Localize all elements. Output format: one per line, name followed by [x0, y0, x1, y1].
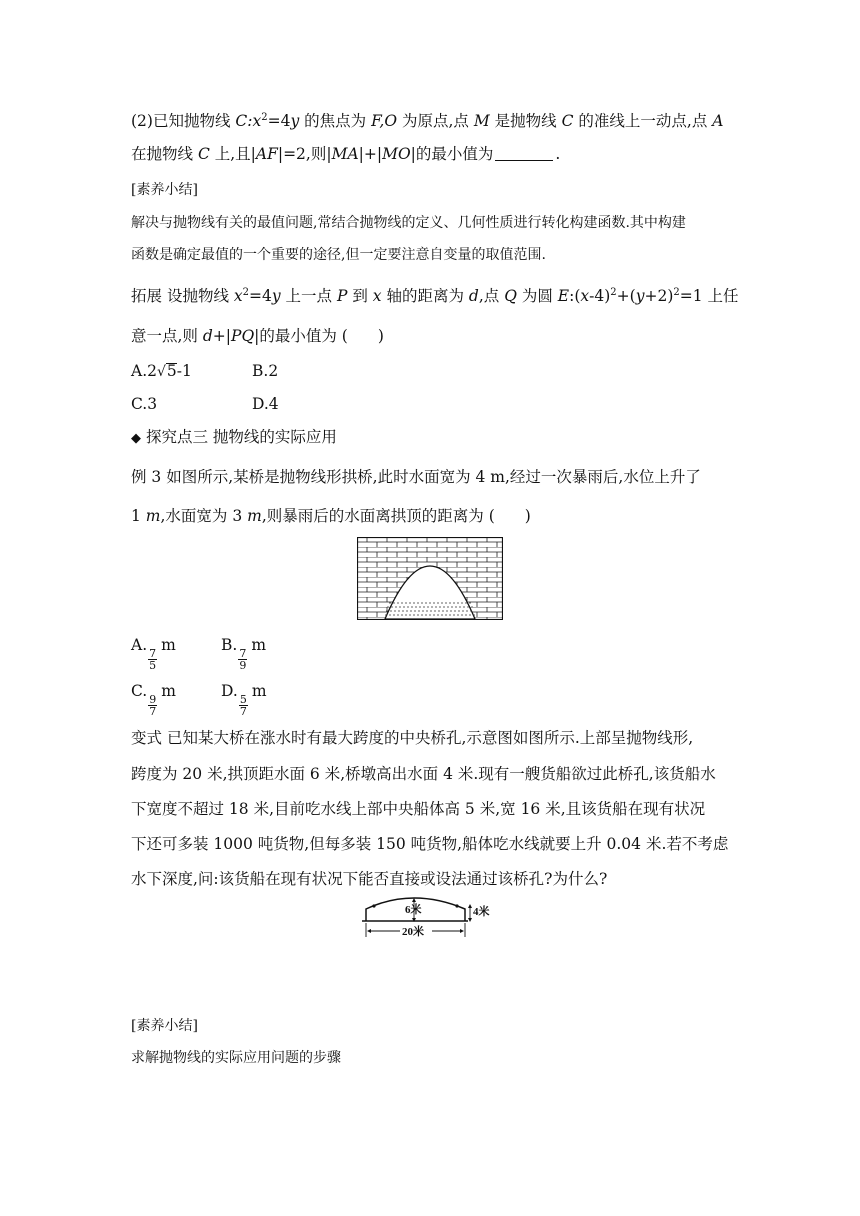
extension-line1: 拓展 设抛物线 $x^2=4y$ 上一点 P 到 x 轴的距离为 d,点 Q 为圆 $E:(x-4)^2+(y+2)^2=1$ 上任 [131, 287, 739, 305]
variant-line4: 下还可多装 1000 吨货物,但每多装 150 吨货物,船体吃水线就要上升 0.04 米.若不考虑 [131, 835, 729, 853]
extension-option-b[interactable]: B.2 [252, 362, 279, 380]
summary2-title: [素养小结] [131, 1018, 198, 1034]
variant-line2: 跨度为 20 米,拱顶距水面 6 米,桥墩高出水面 4 米.现有一艘货船欲过此桥孔,该货船水 [131, 765, 716, 783]
summary-text-line1: 解决与抛物线有关的最值问题,常结合抛物线的定义、几何性质进行转化构建函数.其中构建 [131, 215, 686, 231]
span-label: 20米 [402, 926, 424, 938]
example3-option-b[interactable]: B. $\frac{7}{9}$ m [221, 636, 267, 672]
extension-label: 拓展 [131, 287, 163, 305]
pier-label: 4米 [473, 906, 490, 918]
example3-option-a[interactable]: A. $\frac{7}{5}$ m [131, 636, 176, 672]
answer-blank [495, 146, 553, 161]
section-heading: ◆ 探究点三 抛物线的实际应用 [131, 428, 337, 446]
summary-title: [素养小结] [131, 182, 198, 198]
example3-option-d[interactable]: D. $\frac{5}{7}$ m [221, 682, 267, 718]
variant-line1: 变式 已知某大桥在涨水时有最大跨度的中央桥孔,示意图如图所示.上部呈抛物线形, [131, 729, 694, 747]
arch-bridge-figure [357, 537, 503, 620]
extension-option-c[interactable]: C.3 [131, 395, 158, 413]
bridge-span-diagram [360, 893, 500, 940]
height-label: 6米 [405, 904, 422, 916]
example3-option-c[interactable]: C. $\frac{9}{7}$ m [131, 682, 176, 718]
variant-line5: 水下深度,问:该货船在现有状况下能否直接或设法通过该桥孔?为什么? [131, 870, 608, 888]
variant-label: 变式 [131, 729, 163, 747]
diamond-icon: ◆ [131, 431, 141, 446]
summary2-text: 求解抛物线的实际应用问题的步骤 [131, 1050, 341, 1066]
example3-label: 例 3 [131, 468, 162, 486]
example3-line1: 例 3 如图所示,某桥是抛物线形拱桥,此时水面宽为 4 m,经过一次暴雨后,水位上升了 [131, 468, 701, 486]
example3-line2: 1 m,水面宽为 3 m,则暴雨后的水面离拱顶的距离为 ( ) [131, 507, 531, 525]
part2-line2: 在抛物线 C 上,且|AF|=2,则|MA|+|MO|的最小值为 . [131, 145, 561, 163]
summary-text-line2: 函数是确定最值的一个重要的途径,但一定要注意自变量的取值范围. [131, 247, 546, 263]
part2-line1: (2)已知抛物线 $C:x^2=4y$ 的焦点为 F,O 为原点,点 M 是抛物线 C 的准线上一动点,点 A [131, 112, 724, 130]
extension-option-a[interactable]: A.2√5-1 [131, 362, 192, 380]
extension-line2: 意一点,则 d+|PQ|的最小值为 ( ) [131, 327, 384, 345]
variant-line3: 下宽度不超过 18 米,目前吃水线上部中央船体高 5 米,宽 16 米,且该货船在现有状况 [131, 800, 706, 818]
extension-option-d[interactable]: D.4 [252, 395, 279, 413]
